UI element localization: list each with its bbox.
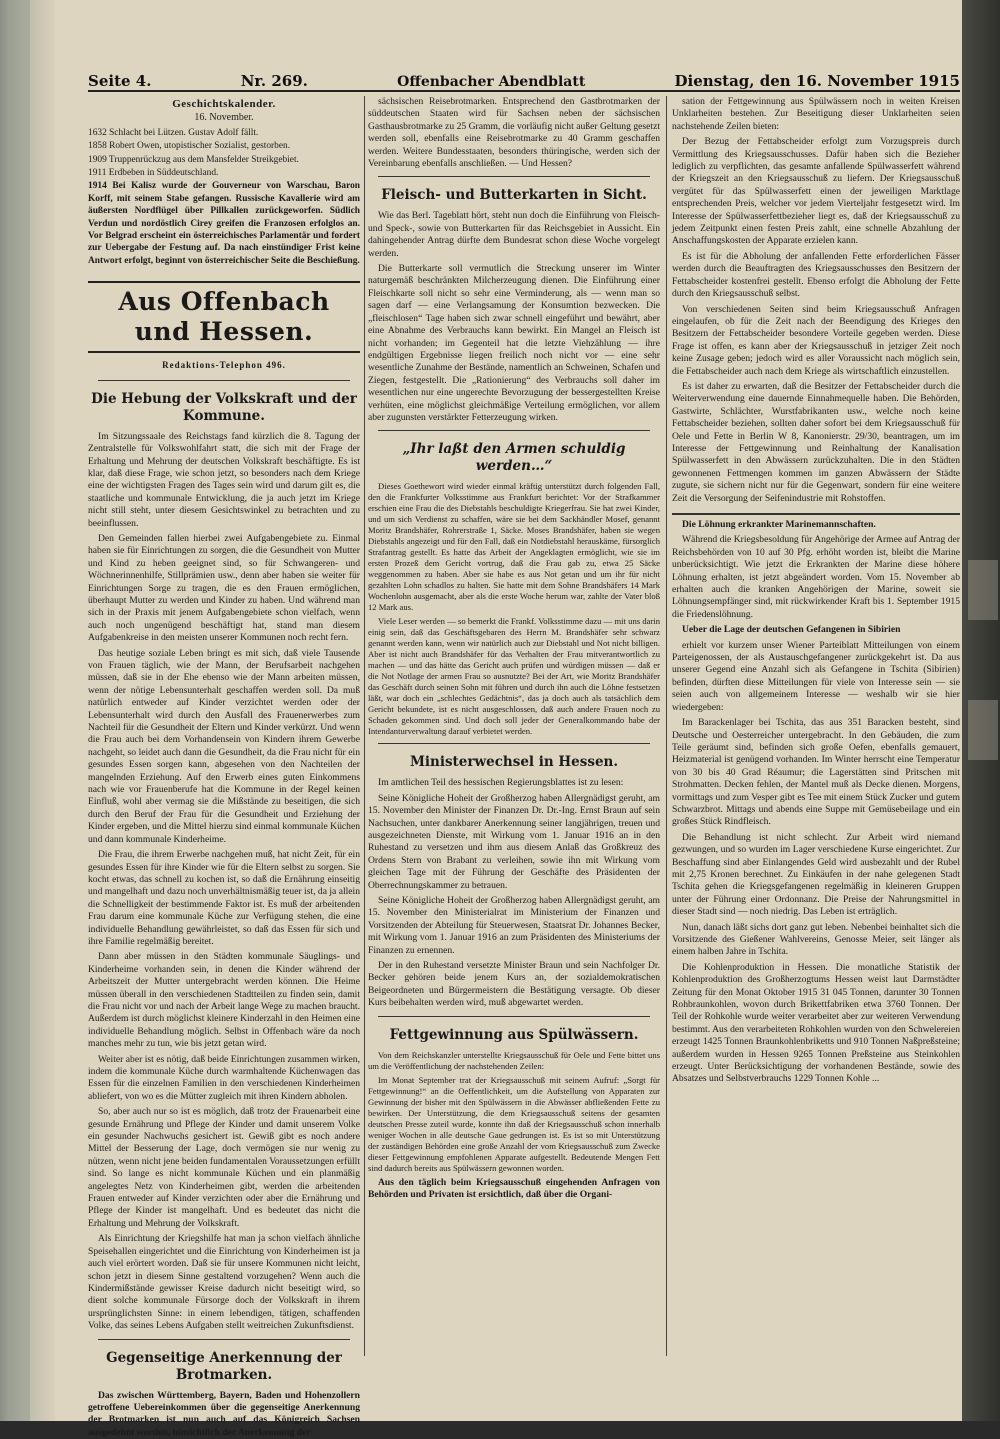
article-paragraph: sächsischen Reisebrotmarken. Entsprechend den Gastbrotmarken der süddeutschen Staaten wird für Sachsen neben der sächsischen Gasthausbrotmarke zu 25 Gramm, die vorläufig nicht außer Geltung gesetzt werden soll, ebenfalls eine Reisebrotmarke zu 40 Gramm geschaffen werden. Weitere Bundesstaaten, besonders thüringische, werden sich der Vereinbarung ebenfalls anschließen. — Und Hessen?	[368, 96, 660, 170]
article-title: Gegenseitige Anerkennung der Brotmarken.	[106, 1349, 342, 1383]
article-body-small	[368, 481, 660, 737]
redaktion-telefon: Redaktions-Telephon 496.	[162, 360, 286, 371]
article-paragraph: Als Einrichtung der Kriegshilfe hat man ja schon vielfach ähnliche Speisehallen eingerichtet und die Einrichtung von Kinderheimen ist ja auch viel erörtert worden. Daß sie für unsere Kommunen nicht leicht, schon jetzt in diesem Sinne gestaltend vorzugehen? Wenn auch die Kindermißstände gewisser Kreise dadurch nicht beseitigt wird, so dient solche kommunale Fürsorge doch der Volkskraft in ihrem ursprünglichsten Sinne: in einem lebendigen, tätigen, schaffenden Volke, das seines Lebens Aufgaben stellt weitreichen Zukunftsdienst.	[88, 1233, 360, 1332]
column-2	[368, 96, 660, 1351]
calendar-date: 16. November.	[194, 112, 254, 124]
separator	[98, 1339, 350, 1340]
adjacent-page-fragment	[968, 560, 998, 620]
article-paragraph: Weiter aber ist es nötig, daß beide Einrichtungen zusammen wirken, indem die kommunale Küche durch warmhaltende Küchenwagen das Essen für die einzelnen Familien in den verschiedenen Kinderheimen abliefert, von wo es die Mütter zugleich mit ihren Kindern abholen.	[88, 1053, 360, 1102]
article-body-small	[368, 1050, 660, 1174]
article-paragraph: Die Butterkarte soll vermutlich die Streckung unserer im Winter naturgemäß beschränkten Milcherzeugung dienen. Die Einführung einer Fleischkarte soll nicht so sehr eine Verminderung, als — wenn man so sagen darf — eine Verlangsamung der Konsumtion bezwecken. Die „fleischlosen“ Tage haben sich zwar schnell eingeführt und bewährt, aber eine Abnahme des Verbrauchs kann bewirkt. Ein Mangel an Fleisch ist nicht vorhanden; im Gegenteil hat die letzte Viehzählung — ihre endgültigen Ergebnisse liegen freilich noch nicht vor — eine sehr wesentliche Zunahme der Bestände, namentlich an Schweinen, Schafen und Ziegen, festgestellt. Die „Rationierung“ des Verbrauchs soll daher im wesentlichen nur eine ungerechte Bevorzugung der bessergestellten Kreise verhüten, eine möglichst gleichmäßige Verteilung ermöglichen, vor allem aber zugunsten verstärkter Fetterzeugung wirken.	[368, 263, 660, 423]
article-paragraph: Im Monat September trat der Kriegsausschuß mit seinem Aufruf: „Sorgt für Fettgewinnung!“ an die Oeffentlichkeit, um die Aufstellung von Apparaten zur Gewinnung der bisher mit den Spülwässern in die Abwässer abfließenden Fette zu bewirken. Der Unterstützung, die dem Kriegsausschuß seitens der gesamten deutschen Presse zuteil wurde, konnte ihn daß der Kriegsausschuß schon innerhalb weniger Wochen in alle deutsche Gaue gedrungen ist. Es ist so mit Unterstützung der zuständigen Behörden eine große Anzahl der vom Kriegsausschuß zum Zwecke dieser Fettgewinnung empfohlenen Apparate aufgestellt. Bedeutende Mengen Fett sind dadurch bereits aus Spülwässern gewonnen worden.	[368, 1074, 660, 1173]
date-line: Dienstag, den 16. November 1915	[674, 72, 960, 90]
column-1	[88, 96, 361, 1438]
article-paragraph: Der Bezug der Fettabscheider erfolgt zum Vorzugspreis durch Vermittlung des Kriegsausschusses. Dafür haben sich die Bezieher lediglich zu verpflichten, das gesamte anfallende Spülwasserfett während der Kriegszeit an den Kriegsausschuß zu liefern. Der Kriegsausschuß vergütet für das Spülwasserfett einen der jeweiligen Marktlage entsprechenden Preis, welcher vor jedem Vierteljahr festgesetzt wird. Im Interesse der Spülwasserfettbezieher liegt es, daß der Kriegsausschuß zu jedem Zeitpunkt einen festen Preis zahlt, eine schnelle Abzahlung der Anschaffungskosten der Apparate erzielen kann.	[672, 136, 960, 247]
calendar-entry: 1914 Bei Kalisz wurde der Gouverneur von Warschau, Baron Korff, mit seinem Stabe gefangen. Russische Kavallerie wird am äußersten Nordflügel über Pillkallen zurückgeworfen. Südlich Verdun und nordöstlich Cirey greifen die Franzosen erfolglos an. Vor Belgrad erscheint ein österreichisches Parlamentär und fordert zur Uebergabe der Festung auf. Da nach einstündiger Frist keine Antwort erfolgt, beginnt von österreichischer Seite die Beschießung.	[88, 181, 360, 266]
article-paragraph: Es ist daher zu erwarten, daß die Besitzer der Fettabscheider durch die Weiterverwendung eine dauernde Einnahmequelle haben. Die Behörden, Gastwirte, Schlächter, Wurstfabrikanten usw., welche noch keine Fettabscheider beziehen, sollten daher sofort bei dem Kriegsausschuß für Oele und Fette in Berlin W 8, Kanonierstr. 29/30, beantragen, um im Interesse der Fettgewinnung und Reinhaltung der Kanalisation Spülwasserfett in den Abwässern zurückzuhalten. Die in den Städten gewonnenen Fettmengen kommen im ganzen Abwässern der Städte zugute, sie sichern nicht nur für die Gegenwart, sondern für eine weitere Zeit die Versorgung der Seifenindustrie mit Rohstoffen.	[672, 380, 960, 504]
article-paragraph: Das heutige soziale Leben bringt es mit sich, daß viele Tausende von Frauen täglich, wie der Mann, der Berufsarbeit nachgehen müssen, daß sie in der Ehe ebenso wie der Mann arbeiten müssen, wenn der nötige Lebensunterhalt geschaffen werden soll. Da muß natürlich entweder auf Kinder verzichtet werden oder der Lebensunterhalt wird durch den Ausfall des Frauenerwerbes zum Nachteil für die Gesundheit der Eltern und Kinder verkürzt. Und wenn die Frau auch bei dem Vorhandensein von Kindern ihrem Gewerbe nachgeht, so leidet auch dann die Gesundheit, da die Frau nicht für ein gesundes Essen sorgen kann, abgesehen von den Nachteilen der mangelnden Erziehung. Auf den Erwerb eines guten Einkommens nach wie vor Frauenberufe hat die Kommune in der Regel keinen Einfluß, wohl aber vermag sie die Mißstände zu beseitigen, die sich durch den Beruf der Frau für die Gesundheit und Erziehung der Kinder ergeben, und die Mittel hierzu sind einmal kommunale Küchen und dann kommunale Kinderheime.	[88, 647, 360, 845]
article-title: Fleisch- und Butterkarten in Sicht.	[381, 187, 647, 204]
article-paragraph: Im Barackenlager bei Tschita, das aus 351 Baracken besteht, sind Deutsche und Oesterreicher untergebracht. In den Gebäuden, die zum Teile geräumt sind, befinden sich große Oefen, ebenfalls gemauert, Heizmaterial ist genügend vorhanden. Im Winter herrscht eine Temperatur von 30 bis 40 Grad Réaumur; die Lagerstätten sind Pritschen mit Strohmatten. Decken fehlen, der Mantel muß als Decke dienen. Morgens, vormittags und zum Vesper gibt es Tee mit einem Stück Zucker und gutem Schwarzbrot. Mittags und abends eine Suppe mit Gemüsebeilage und ein großes Stück Rindfleisch.	[672, 717, 960, 828]
separator	[672, 513, 960, 515]
article-title-inline: Die Löhnung erkrankter Marinemannschaften.	[682, 519, 876, 530]
article-paragraph: Während die Kriegsbesoldung für Angehörige der Armee auf Antrag der Reichsbehörden von 10 auf 30 Pfg. erhöht worden ist, bleibt die Marine unberücksichtigt. Wie jetzt die Erkrankten der Marine diese höhere Löhnung erhalten, ist jetzt abgeändert worden. Vom 15. November ab erhalten auch die kranken Angehörigen der Marine, soweit sie Löhnungsempfänger sind, mit rückwirkender Kraft bis 1. September 1915 die Friedenslöhnung.	[672, 534, 960, 620]
article-title-inline: Ueber die Lage der deutschen Gefangenen in Sibirien	[682, 624, 901, 636]
article-paragraph: Seine Königliche Hoheit der Großherzog haben Allergnädigst geruht, am 15. November den Minister der Finanzen Dr. Dr.-Ing. Ernst Braun auf sein Nachsuchen, unter dankbarer Anerkennung seiner langjährigen, treuen und ausgezeichneten Dienste, mit Wirkung vom 1. Januar 1916 an in den Ruhestand zu versetzen und ihm aus diesem Anlaß das Großkreuz des Ordens Stern von Brabant zu verleihen, sowie ihn mit Wirkung vom gleichen Tage mit der Führung der Geschäfte des Präsidenten der Oberrechnungskammer zu betrauen.	[368, 792, 660, 891]
column-rule	[666, 96, 667, 1356]
separator	[378, 1016, 650, 1017]
article-paragraph: Die Kohlenproduktion in Hessen. Die monatliche Statistik der Kohlenproduktion des Großherzogtums Hessen weist laut Darmstädter Zeitung für den Monat Oktober 1915 31 045 Tonnen, darunter 30 Tonnen Rohbraunkohlen, wovon durch Brikettfabriken etwa 3760 Tonnen. Der Teil der Rohkohle wurde weiter verarbeitet aber zur weiteren Verwendung bestimmt. Aus den verarbeiteten Rohkohlen wurden von den Schwelereien erzeugt 1425 Tonnen Braunkohlenbriketts und 910 Tonnen Naßpreßsteine; außerdem wurden in Hessen 9265 Tonnen Preßsteine aus Steinkohlen erzeugt. Unter Berücksichtigung der vorhandenen Bestände, sowie des Absatzes und Selbstverbrauchs 1229 Tonnen Kohle ...	[672, 961, 960, 1085]
article-paragraph: Es ist für die Abholung der anfallenden Fette erforderlichen Fässer werden durch die Beauftragten des Kriegsausschusses den Besitzern der Fettabscheider kostenfrei gestellt. Ebenso erfolgt die Abholung der Fette durch den Kriegsausschuß selbst.	[672, 250, 960, 300]
page-label: Seite 4.	[88, 72, 152, 90]
separator	[378, 430, 650, 431]
calendar-title: Geschichtskalender.	[172, 98, 276, 110]
calendar-entry: 1909 Truppenrückzug aus dem Mansfelder Streikgebiet.	[88, 154, 299, 165]
article-title: Ministerwechsel in Hessen.	[409, 754, 619, 771]
article-paragraph: Die Frau, die ihrem Erwerbe nachgehen muß, hat nicht Zeit, für ein gesundes Essen für ihre Kinder wie für die Eltern selbst zu sorgen. Sie kocht etwas, das schnell zu kochen ist, so daß die Ernährung einseitig und mangelhaft und dazu noch unverhältnismäßig teuer ist, da ja allein die Schnelligkeit der bestimmende Faktor ist. Es muß der arbeitenden Frau darum eine kommunale Küche zur Verfügung stehen, die eine individuelle Behandlung gewährleistet, so daß das Essen für sich und ihre Familie regelmäßig bereitet.	[88, 849, 361, 947]
separator	[378, 743, 650, 744]
article-paragraph: erhielt vor kurzem unser Wiener Parteiblatt Mitteilungen von einem Parteigenossen, der als Austauschgefangener zurückgekehrt ist. Da aus unserer Gegend eine Anzahl sich als Gefangene in Tschita (Sibirien) befinden, dürften diese Mitteilungen für viele von Interesse sein — sie seien auch von allgemeinem Interesse — weshalb wir sie hier wiedergeben:	[672, 639, 960, 713]
article-paragraph: Im Sitzungssaale des Reichstags fand kürzlich die 8. Tagung der Zentralstelle für Volkswohlfahrt statt, die sich mit der Frage der Erhaltung und Mehrung der deutschen Volkskraft beschäftigte. Es ist klar, daß diese Frage, wie schon jetzt, so besonders nach dem Kriege eine der wichtigsten Fragen des Tages sein wird und darum gilt es, die staatliche und kommunale Entwicklung, die ja auch jetzt im Kriege nicht still steht, unter diesem Gesichtswinkel zu betrachten und zu beeinflussen.	[88, 430, 360, 529]
article-paragraph: Der in den Ruhestand versetzte Minister Braun und sein Nachfolger Dr. Becker gehören beide jenem Kurs an, der sozialdemokratischen Beigeordneten und Bürgermeistern die Bestätigung versagte. Ob dieser Kurs beibehalten werden wird, muß abgewartet werden.	[368, 960, 660, 1009]
binding-shadow	[10, 0, 30, 1421]
article-paragraph: Den Gemeinden fallen hierbei zwei Aufgabengebiete zu. Einmal haben sie für Einrichtungen zu sorgen, die die Gesundheit von Mutter und Kind zu heben geeignet sind, so für Schwangeren- und Wöchnerinnenhilfe, Stillprämien usw., denn aber haben sie weiter für Einrichtungen Sorge zu tragen, die es den Frauen ermöglichen, überhaupt Mutter zu werden und Kinder zu haben. Und während man sich in der Praxis mit jenem Aufgabengebiete schon vielfach, wenn auch noch ungenügend beschäftigt hat, stand man diesem Aufgabenkreise in den meisten unserer Kommunen noch recht fern.	[88, 532, 360, 644]
article-paragraph: Im amtlichen Teil des hessischen Regierungsblattes ist zu lesen:	[378, 777, 624, 789]
calendar-entry: 1911 Erdbeben in Süddeutschland.	[88, 168, 219, 179]
calendar-entry: 1858 Robert Owen, utopistischer Sozialist, gestorben.	[88, 141, 291, 152]
article-paragraph: Dann aber müssen in den Städten kommunale Säuglings- und Kinderheime vorhanden sein, in denen die Kinder während der Arbeitszeit der Mutter untergebracht werden können. Die Heime müssen überall in den verschiedenen Stadtteilen zu finden sein, damit die Frau nicht vor und nach der Arbeit lange Wege zu machen braucht. Außerdem ist durch möglichst kleinere Kinderzahl in den Heimen eine individuelle Behandlung möglich. Selbst in Offenbach wäre da noch manches mehr zu tun, wie bis jetzt getan wird.	[88, 951, 361, 1050]
article-paragraph: Die Behandlung ist nicht schlecht. Zur Arbeit wird niemand gezwungen, und so wurden im Lager verschiedene Kurse eingerichtet. Zur Beschaffung sind aber Einlangendes Geld wird ausbezahlt und der Rubel mit 2,75 Kronen berechnet. Zu Einkäufen in der nahe gelegenen Stadt Tschita gehen die Kriegsgefangenen regelmäßig in kleineren Gruppen unter der Führung einer Ordonnanz. Die Preise der Nahrungsmittel in dieser Stadt sind — noch niedrig. Das Leben ist erträglich.	[672, 831, 960, 918]
adjacent-page-fragment	[968, 700, 998, 760]
article-paragraph: Seine Königliche Hoheit der Großherzog haben Allergnädigst geruht, am 15. November den Ministerialrat im Ministerium der Finanzen und Vorsitzenden der Abteilung für Steuerwesen, Staatsrat Dr. Johannes Becker, mit Wirkung vom 1. Januar 1916 an zum Präsidenten des Ministeriums der Finanzen zu ernennen.	[368, 895, 660, 956]
article-paragraph: sation der Fettgewinnung aus Spülwässern noch in weiten Kreisen Unklarheiten bestehen. Zur Beseitigung dieser Unklarheiten seien nachstehende Zeilen bieten:	[672, 96, 960, 132]
masthead: Offenbacher Abendblatt	[397, 74, 586, 90]
book-binding	[0, 0, 55, 1421]
article-paragraph: Viele Leser werden — so bemerkt die Frankf. Volksstimme dazu — mit uns darin einig sein, daß das Geschäftsgebaren des Herrn M. Brandshäfer sehr schwarz genannt werden kann, wenn wir natürlich auch zur Diebstahl und Not nicht billigen. Aber ist nicht auch Brandshäfer für das Verhalten der Frau mitverantwortlich zu machen — und das hätte das Gericht auch prüfen und würdigen müssen — daß er die Not Notlage der armen Frau so ausnutzte? Bei der Art, wie Moritz Brandshäfer das Geschäft durch seinen Sohn mit führen und durch ihn auch die Löhne festsetzen läßt, war doch ein „schlechtes Gedächtnis“, das ja doch auch als tatsächlich dem Gericht bekundete, ist es nicht ausgeschlossen, daß auch andere Frauen noch zu Schaden gekommen sind. Und doch soll jeder der Generalkommando habe der Intendanturverwaltung darauf verbietet werden.	[368, 616, 660, 737]
article-title: Fettgewinnung aus Spülwässern.	[389, 1026, 639, 1043]
issue-number: Nr. 269.	[240, 72, 308, 90]
section-title: Aus Offenbach und Hessen.	[88, 281, 360, 353]
page-header	[88, 68, 960, 92]
article-paragraph: Wie das Berl. Tageblatt hört, steht nun doch die Einführung von Fleisch- und Speck-, sowie von Butterkarten für das Reichsgebiet in Aussicht. Ein dahingehender Antrag dürfte dem Bundesrat schon diese Woche vorgelegt werden.	[368, 210, 660, 259]
separator	[378, 176, 650, 177]
column-3	[672, 96, 960, 1351]
article-paragraph: Nun, danach läßt sichs dort ganz gut leben. Nebenbei beinhaltet sich die Vorsitzende des Gießener Wahlvereins, Genosse Meier, seit länger als einem halben Jahre in Tschita.	[672, 921, 960, 958]
column-rule	[364, 96, 365, 1356]
article-paragraph: Von dem Reichskanzler unterstellte Kriegsausschuß für Oele und Fette bittet uns um die Veröffentlichung der nachstehenden Zeilen:	[368, 1049, 660, 1071]
article-title: „Ihr laßt den Armen schuldig werden…“	[402, 441, 626, 475]
article-paragraph: Das zwischen Württemberg, Bayern, Baden und Hohenzollern getroffene Uebereinkommen über die gegenseitige Anerkennung der Brotmarken ist nun auch auf das Königreich Sachsen ausgedehnt worden, hinsichtlich der Anerkennung der	[88, 1389, 360, 1438]
separator	[98, 380, 350, 381]
article-paragraph: Von verschiedenen Seiten sind beim Kriegsausschuß Anfragen eingelaufen, ob für die Zeit nach der Beendigung des Krieges den Besitzern der Fettabscheider besondere Vorteile gegeben werden. Diese Frage ist offen, es kann aber der Kriegsausschuß in jetziger Zeit noch keine Zusage geben; jedoch wird es aller Voraussicht nach möglich sein, die Fettabscheider auch nach dem Kriege als wirtschaftlich einzustellen.	[672, 303, 960, 377]
calendar-entry: 1632 Schlacht bei Lützen. Gustav Adolf fällt.	[88, 127, 259, 138]
article-paragraph: Aus den täglich beim Kriegsausschuß eingehenden Anfragen von Behörden und Privaten ist ersichtlich, daß über die Organi-	[368, 1176, 660, 1201]
history-calendar	[88, 98, 360, 267]
article-paragraph: Dieses Goethewort wird wieder einmal kräftig unterstützt durch folgenden Fall, den die Frankfurter Volksstimme aus Frankfurt berichtet: Vor der Strafkammer erschien eine Frau die des Diebstahls beschuldigte Kriegerfrau. Sie hat zwei Kinder, und um sich Verdienst zu schaffen, wäre sie bei dem Sackhändler Mosef, genannt Moritz Brandshäfer, Rohrerstraße 1, Säcke. Moses Brandshäfer, haben sie wegen Diebstahls angezeigt und für den Fall, daß ein Notdiebstahl herauskäme, fürsorglich Strafantrag gestellt. Es hatte das Arbeit der Angeklagten ermöglicht, wie sie im ersten Prozeß dem Gericht vortrug, daß die Frau gab zu, etwa 25 Säcke weggenommen zu haben. Aber sie habe es aus Not getan und um ihr für nicht gezahlten Lohn schadlos zu halten. Sie hatte mit dem Sohne Brandshäfers 14 Mark Wochenlohn ausgemacht, aber als die erste Woche herum war, zahlte der Vater bloß 12 Mark aus.	[368, 481, 660, 613]
article-paragraph: So, aber auch nur so ist es möglich, daß trotz der Frauenarbeit eine gesunde Ernährung und Pflege der Kinder und damit unserem Volke ein gesunder Nachwuchs gesichert ist. Gewiß gibt es noch andere Mittel der Besserung der Lage, doch vermögen sie nur wenig zu nützen, wenn nicht jene beiden fundamentalen Voraussetzungen erfüllt sind. So lange es nicht kommunale Küchen und ein planmäßig angelegtes Netz von Kinderheimen gibt, werden die arbeitenden Frauen entweder auf Kinder verzichten oder aber die Ernährung und Pflege der Kinder ist mangelhaft. Und es bedeutet das nicht die Erhaltung und Mehrung der Volkskraft.	[88, 1106, 360, 1229]
article-title: Die Hebung der Volkskraft und der Kommune.	[91, 390, 357, 424]
